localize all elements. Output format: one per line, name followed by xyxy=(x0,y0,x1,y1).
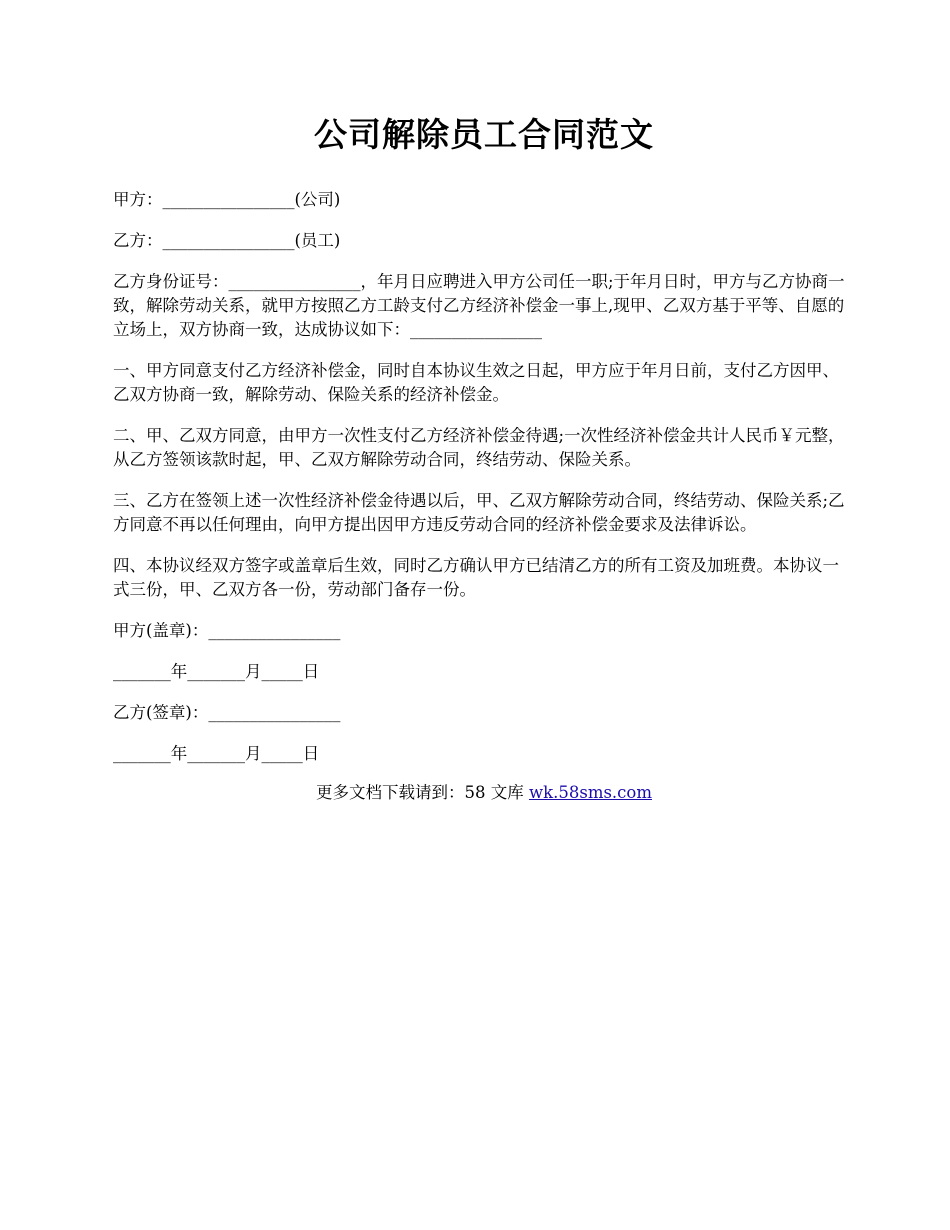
clause-4: 四、本协议经双方签字或盖章后生效，同时乙方确认甲方已结清乙方的所有工资及加班费。本协议一式三份，甲、乙双方各一份，劳动部门备存一份。 xyxy=(113,556,839,599)
party-a-date-line: _______年_______月_____日 xyxy=(113,662,320,681)
footer-prefix: 更多文档下载请到：58 文库 xyxy=(315,783,529,802)
party-a-seal-line: 甲方(盖章)：________________ xyxy=(113,621,341,640)
document-title: 公司解除员工合同范文 xyxy=(314,115,654,154)
party-b-date-line: _______年_______月_____日 xyxy=(113,744,320,763)
party-a-line: 甲方：________________(公司) xyxy=(113,190,341,209)
clause-3: 三、乙方在签领上述一次性经济补偿金待遇以后，甲、乙双方解除劳动合同，终结劳动、保险关系;乙方同意不再以任何理由，向甲方提出因甲方违反劳动合同的经济补偿金要求及法律诉讼。 xyxy=(113,491,845,534)
intro-paragraph: 乙方身份证号：________________，年月日应聘进入甲方公司任一职;于年月日时，甲方与乙方协商一致，解除劳动关系，就甲方按照乙方工龄支付乙方经济补偿金一事上,现甲、乙双方基于平等、自愿的立场上，双方协商一致，达成协议如下：________________ xyxy=(113,272,845,339)
clause-1: 一、甲方同意支付乙方经济补偿金，同时自本协议生效之日起，甲方应于年月日前，支付乙方因甲、乙双方协商一致，解除劳动、保险关系的经济补偿金。 xyxy=(113,361,839,404)
party-b-sign-line: 乙方(签章)：________________ xyxy=(113,703,341,722)
download-footer xyxy=(113,781,855,805)
party-b-line: 乙方：________________(员工) xyxy=(113,231,341,250)
clause-2: 二、甲、乙双方同意，由甲方一次性支付乙方经济补偿金待遇;一次性经济补偿金共计人民币￥元整，从乙方签领该款时起，甲、乙双方解除劳动合同，终结劳动、保险关系。 xyxy=(113,426,845,469)
footer-link[interactable]: wk.58sms.com xyxy=(528,783,652,802)
